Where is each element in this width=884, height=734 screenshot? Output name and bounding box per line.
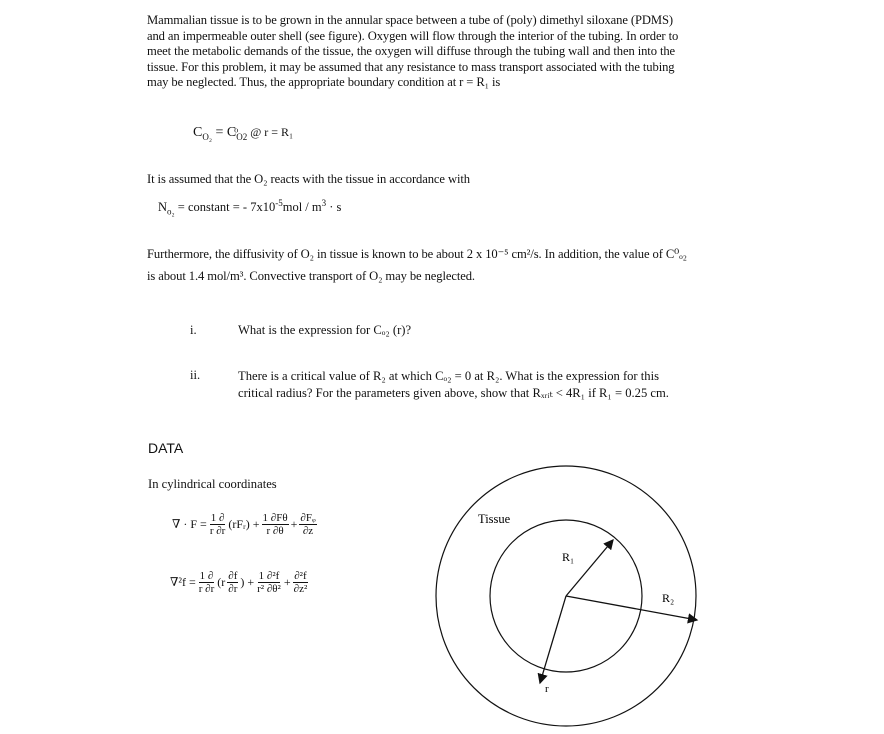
r-label: r (545, 683, 549, 695)
div-plus: + (290, 517, 298, 531)
rate-lhs: N (158, 200, 168, 215)
intro-text: Mammalian tissue is to be grown in the annular space between a tube of (poly) dimethyl siloxane (PDMS) and an impermeable outer shell (see figure). Oxygen will flow through the interior of the tubing. In order to meet the metabolic demands of the tissue, the oxygen will diffuse through the tubing wall and then into the tissue. For this problem, it may be assumed that any resistance to mass transport associated with the tubing may be neglected. Thus, the appropriate boundary condition at r = R₁ is (147, 13, 679, 90)
r1-arrow (566, 540, 613, 596)
rate-tail: · s (326, 200, 342, 215)
rate-rhs: = constant = - 7x10 (174, 200, 276, 215)
r2-label: R₂ (662, 591, 675, 605)
bc-eq: = (211, 125, 227, 140)
lap-lhs: ∇²f = (170, 575, 196, 589)
bc-lhs: C (193, 125, 203, 140)
r2-arrow (566, 596, 697, 620)
data-heading: DATA (148, 440, 184, 456)
question-1-text: What is the expression for Cₒ₂ (r)? (238, 323, 412, 337)
tissue-label: Tissue (478, 512, 511, 526)
lap-term1-close: ) + (240, 575, 255, 589)
rate-units: mol / m (282, 200, 322, 215)
bc-rhs: Cͦ (226, 125, 237, 140)
reaction-text: It is assumed that the O₂ reacts with the tissue in accordance with (147, 172, 470, 186)
div-term1: $\frac{1 \partial}{r \partial r}$ (209, 512, 226, 537)
rate-units-exp: 3 (321, 198, 327, 208)
rate-lhs-sub: o₂ (167, 206, 175, 217)
lap-term1: $\frac{1 \partial}{r \partial r}$ (198, 570, 215, 595)
bc-lhs-sub: O₂ (202, 131, 212, 142)
question-2-number: ii. (190, 368, 201, 382)
lap-term3: $\frac{\text{∂²f}}{\text{∂z²}}$ (293, 570, 308, 595)
rate-exp: -5 (275, 198, 283, 208)
bc-rhs-sub: O2 (236, 131, 248, 142)
div-term1-arg: (rFᵣ) + (228, 517, 260, 531)
lap-term1-inner: $\frac{\partial f}{\partial r}$ (228, 570, 238, 595)
diffusivity-text: Furthermore, the diffusivity of O₂ in tissue is known to be about 2 x 10⁻⁵ cm²/s. In addition, the value of C⁰ₒ₂ is about 1.4 mol/m³. Convective transport of O₂ may be neglected. (147, 247, 687, 283)
div-term2: $\frac{1 \partial F\theta}{r \partial\theta}$ (262, 512, 288, 537)
div-term3: $\frac{\text{∂Fᵩ}}{\partial z}$ (300, 512, 316, 537)
coords-label: In cylindrical coordinates (148, 477, 277, 491)
question-1-number: i. (190, 323, 197, 337)
div-lhs: ∇ · F = (172, 517, 207, 531)
lap-plus: + (283, 575, 291, 589)
question-2-text: There is a critical value of R₂ at which Cₒ₂ = 0 at R₂. What is the expression for this critical radius? For the parameters given above, show that Rₓᵣᵢₜ < 4R₁ if R₁ = 0.25 cm. (238, 369, 669, 400)
r-arrow (540, 596, 566, 683)
lap-term2: $\frac{\text{1 ∂²f}}{\text{r² ∂θ²}}$ (257, 570, 281, 595)
r1-label: R₁ (562, 550, 575, 564)
bc-condition: @ r = R₁ (247, 125, 294, 139)
lap-term1-open: (r (217, 575, 226, 589)
